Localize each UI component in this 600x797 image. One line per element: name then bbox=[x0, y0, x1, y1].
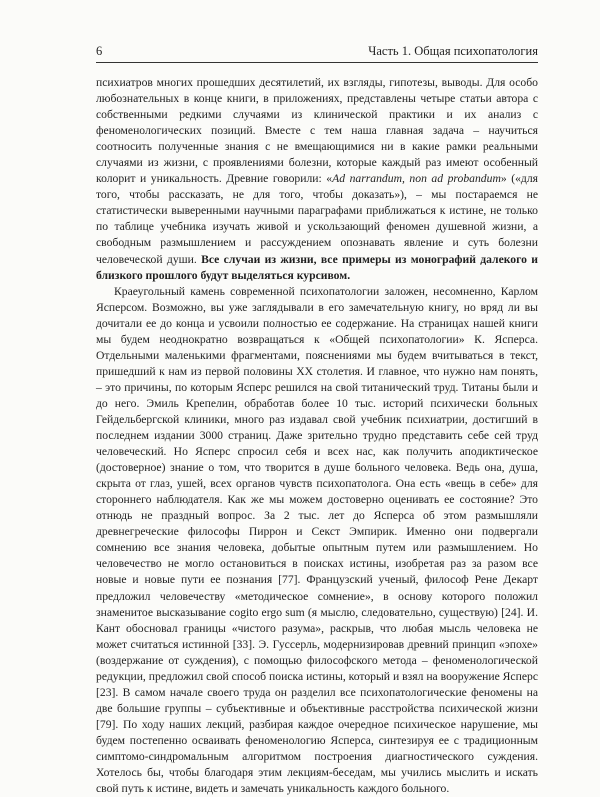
paragraph-1 bbox=[96, 75, 538, 284]
header-rule bbox=[96, 62, 538, 63]
page-header bbox=[96, 42, 538, 60]
page-number: 6 bbox=[96, 44, 103, 58]
running-head: Часть 1. Общая психопатология bbox=[368, 44, 538, 58]
paragraph-1-part-2: » («для того, чтобы рассказать, не для того, чтобы доказать»), – мы постараемся не статистически выверенными научными параграфами приближаться к истине, не только по таблице учебника изучать живой и ускользающий феномен душевной жизни, а свободным размышлением и рассуждением опознавать явление и суть болезни человеческой души. bbox=[96, 172, 539, 266]
latin-quote: Ad narrandum, non ad probandum bbox=[332, 172, 501, 186]
paragraph-1-part-1: психиатров многих прошедших десятилетий, их взгляды, гипотезы, выводы. Для особо любознательных в конце книги, в приложениях, представлены четыре статьи автора с собственными редкими случаями из клинической практики и их анализ с феноменологических позиций. Вместе с тем наша главная задача – научиться соотносить полученные знания с не вмещающимися ни в какие рамки реальными случаями из жизни, с проявлениями болезни, которые каждый раз имеют особенный колорит и уникальность. Древние говорили: « bbox=[96, 76, 538, 186]
paragraph-2: Краеугольный камень современной психопатологии заложен, несомненно, Карлом Ясперсом. Возможно, вы уже заглядывали в его замечательную книгу, но вряд ли вы дочитали ее до конца и усвоили полностью ее содержание. На страницах нашей книги мы будем неоднократно возвращаться к «Общей психопатологии» К. Ясперса. Отдельными маленькими фрагментами, пояснениями мы будем вчитываться в текст, пришедший к нам из первой половины XX столетия. И главное, что нужно нам понять, – это причины, по которым Ясперс решился на свой титанический труд. Титаны были и до него. Эмиль Крепелин, обработав более 10 тыс. историй психически больных Гейдельбергской клиники, много раз издавал свой учебник психиатрии, достигший в последнем издании 3000 страниц. Даже зрительно трудно представить себе сей труд человеческий. Но Ясперс спросил себя и всех нас, как получить аподиктическое (достоверное) знание о том, что творится в душе больного человека. Ведь она, душа, скрыта от глаз, ушей, всех органов чувств психопатолога. Она есть «вещь в себе» для стороннего наблюдателя. Как же мы можем достоверно оценивать ее состояние? Это отнюдь не праздный вопрос. За 2 тыс. лет до Ясперса об этом размышляли древнегреческие философы Пиррон и Секст Эмпирик. Именно они подвергали сомнению все знания человека, добытые опытным путем или размышлением. Но человечество не могло остановиться в поисках истины, изобретая раз за разом все новые и новые пути ее познания [77]. Французский ученый, философ Рене Декарт предложил человечеству «методическое сомнение», в основу которого положил знаменитое высказывание cogito ergo sum (я мыслю, следовательно, существую) [24]. И. Кант обосновал границы «чистого разума», раскрыв, что любая мысль человека не может считаться истинной [33]. Э. Гуссерль, модернизировав древний принцип «эпохе» (воздержание от суждения), с помощью философского метода – феноменологической редукции, предложил свой способ поиска истины, который и взял на вооружение Ясперс [23]. В самом начале своего труда он разделил все психопатологические феномены на две большие группы – субъективные и объективные расстройства психической жизни [79]. По ходу наших лекций, разбирая каждое очередное психическое нарушение, мы будем постепенно осваивать феноменологию Ясперса, синтезируя ее с традиционным симптомо-синдромальным алгоритмом построения диагностического суждения. Хотелось бы, чтобы благодаря этим лекциям-беседам, мы учились мыслить и искать свой путь к истине, видеть и замечать уникальность каждого больного. bbox=[96, 284, 538, 796]
body-text bbox=[96, 75, 538, 797]
bold-note: Все случаи из жизни, все примеры из монографий далекого и близкого прошлого будут выделяться курсивом. bbox=[96, 252, 538, 282]
